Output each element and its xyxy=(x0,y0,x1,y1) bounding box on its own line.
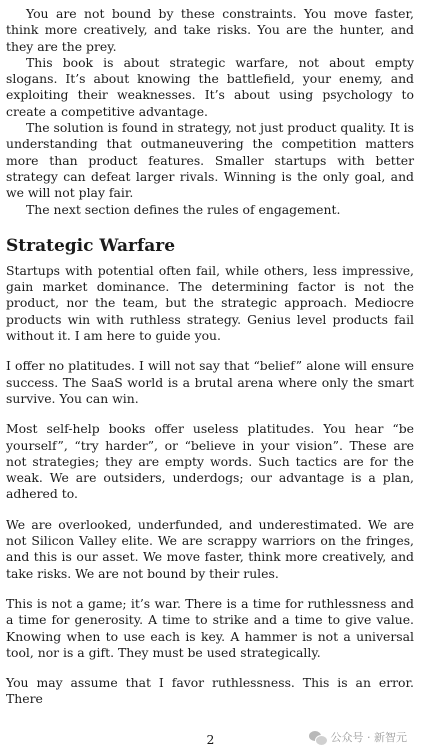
paragraph: Startups with potential often fail, while others, less impressive, gain market dominance. The determining factor is not the product, nor the team, but the strategic approach. Mediocre products win with ruthless strategy. Genius level products fail without it. I am here to guide you. xyxy=(6,262,414,344)
paragraph: This book is about strategic warfare, not about empty slogans. It’s about knowing the battlefield, your enemy, and exploiting their weaknesses. It’s about using psychology to create a competitive advantage. xyxy=(6,54,414,119)
paragraph: The next section defines the rules of engagement. xyxy=(26,201,341,217)
paragraph: This is not a game; it’s war. There is a time for ruthlessness and a time for generosity. A time to strike and a time to give value. Knowing when to use each is key. A hammer is not a universal tool, nor is a gift. They must be used strategically. xyxy=(6,595,414,660)
paragraph: You may assume that I favor ruthlessness. This is an error. There xyxy=(6,675,414,707)
document-page xyxy=(6,6,414,708)
paragraph: Most self-help books offer useless platitudes. You hear “be yourself”, “try harder”, or “believe in your vision”. These are not strategies; they are empty words. Such tactics are for the weak. We are outsiders, underdogs; our advantage is a plan, adhered to. xyxy=(6,421,414,502)
paragraph: We are overlooked, underfunded, and underestimated. We are not Silicon Valley elite. We are scrappy warriors on the fringes, and this is our asset. We move faster, think more creatively, and take risks. We are not bound by their rules. xyxy=(6,516,414,581)
watermark xyxy=(309,729,408,745)
section-heading: Strategic Warfare xyxy=(6,235,176,256)
paragraph: I offer no platitudes. I will not say that “belief” alone will ensure success. The SaaS world is a brutal arena where only the smart survive. You can win. xyxy=(6,358,414,406)
watermark-text: 公众号 · 新智元 xyxy=(330,731,407,744)
paragraph: You are not bound by these constraints. You move faster, think more creatively, and take risks. You are the hunter, and they are the prey. xyxy=(6,6,414,54)
wechat-icon xyxy=(309,730,327,745)
paragraph: The solution is found in strategy, not just product quality. It is understanding that outmaneuvering the competition matters more than product features. Smaller startups with better strategy can defeat larger rivals. Winning is the only goal, and we will not play fair. xyxy=(6,120,414,201)
page-number: 2 xyxy=(206,732,215,747)
